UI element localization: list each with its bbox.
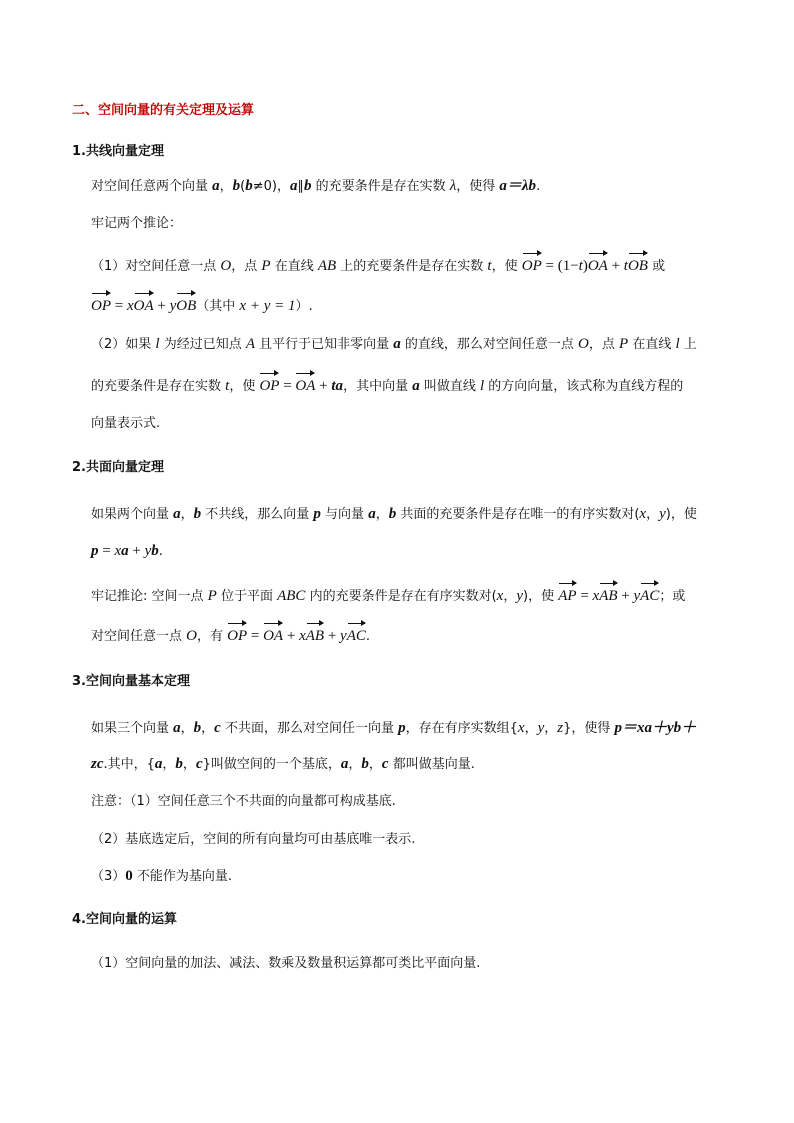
heading-vector-operations: 4.空间向量的运算 [72, 912, 177, 927]
vector-OA: OA [588, 254, 608, 276]
corollary-1-line-2: OP = xOA + yOB（其中 x + y = 1）. [91, 294, 313, 317]
corollary-2-line-3: 向量表示式. [91, 416, 161, 431]
corollary-2-line-2: 的充要条件是存在实数 t，使 OP = OA + ta，其中向量 a 叫做直线 l 的方向向量，该式称为直线方程的 [91, 374, 683, 397]
vector-AC: AC [640, 584, 659, 606]
vector-AB: AB [599, 584, 617, 606]
corollary-2-line-1: （2）如果 l 为经过已知点 A 且平行于已知非零向量 a 的直线，那么对空间任意一点 O，点 P 在直线 l 上 [91, 336, 697, 352]
vector-OA: OA [134, 294, 154, 316]
vector-OA: OA [295, 374, 315, 396]
basic-theorem-line-2: zc.其中，{a，b，c}叫做空间的一个基底，a，b，c 都叫做基向量. [91, 756, 475, 772]
vector-OP: OP [259, 374, 279, 396]
note-line-3: （3）0 不能作为基向量. [91, 868, 233, 884]
coplanar-corollary-line-2: 对空间任意一点 O，有 OP = OA + xAB + yAC. [91, 624, 370, 647]
basic-theorem-line-1: 如果三个向量 a，b，c 不共面，那么对空间任一向量 p，存在有序实数组{x，y，z}，使得 p＝xa＋yb＋ [91, 720, 697, 736]
note-line-2: （2）基底选定后，空间的所有向量均可由基底唯一表示. [91, 832, 416, 847]
vector-OB: OB [628, 254, 648, 276]
coplanar-theorem-formula: p = xa + yb. [91, 543, 163, 559]
vector-OP: OP [522, 254, 542, 276]
vector-OB: OB [176, 294, 196, 316]
corollaries-intro: 牢记两个推论： [91, 216, 183, 231]
collinear-theorem-statement: 对空间任意两个向量 a，b(b≠0)，a∥b 的充要条件是存在实数 λ，使得 a＝λb. [91, 178, 541, 194]
vector-OP: OP [91, 294, 111, 316]
operations-line-1: （1）空间向量的加法、减法、数乘及数量积运算都可类比平面向量. [91, 956, 481, 971]
heading-basic-theorem: 3.空间向量基本定理 [72, 674, 190, 689]
note-line-1: 注意：（1）空间任意三个不共面的向量都可构成基底. [91, 794, 396, 809]
vector-OA: OA [263, 624, 283, 646]
heading-coplanar-theorem: 2.共面向量定理 [72, 460, 164, 475]
vector-AC: AC [347, 624, 366, 646]
coplanar-corollary-line-1: 牢记推论: 空间一点 P 位于平面 ABC 内的充要条件是存在有序实数对(x，y)，使 AP = xAB + yAC；或 [91, 584, 685, 607]
heading-collinear-theorem: 1.共线向量定理 [72, 144, 164, 159]
corollary-1-line-1: （1）对空间任意一点 O，点 P 在直线 AB 上的充要条件是存在实数 t，使 OP = (1−t)OA + tOB 或 [91, 254, 665, 277]
vector-OP: OP [227, 624, 247, 646]
coplanar-theorem-line-1: 如果两个向量 a，b 不共线，那么向量 p 与向量 a，b 共面的充要条件是存在唯一的有序实数对(x，y)，使 [91, 506, 697, 522]
vector-AB: AB [306, 624, 324, 646]
vector-AP: AP [558, 584, 576, 606]
section-title: 二、空间向量的有关定理及运算 [72, 103, 255, 118]
